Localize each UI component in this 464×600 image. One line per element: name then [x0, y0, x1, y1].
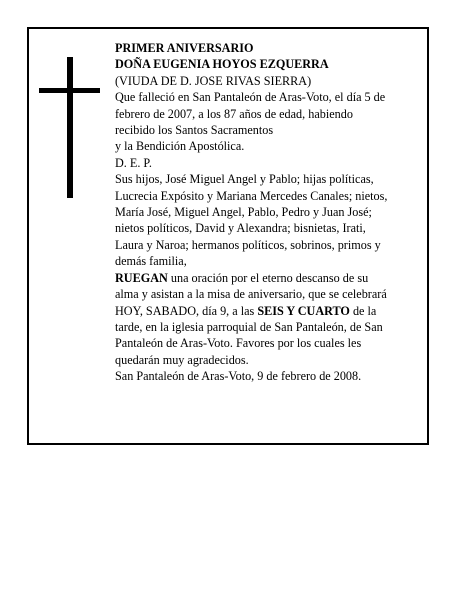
- family-line: nietos políticos, David y Alexandra; bisnietas, Irati,: [115, 221, 366, 236]
- request-text: una oración por el eterno descanso de su: [167, 270, 369, 285]
- request-line: Pantaleón de Aras-Voto. Favores por los cuales les: [115, 336, 362, 351]
- death-line: y la Bendición Apostólica.: [115, 139, 245, 154]
- notice-title: PRIMER ANIVERSARIO: [115, 41, 254, 55]
- family-line: Sus hijos, José Miguel Angel y Pablo; hijas políticas,: [115, 172, 374, 187]
- family-line: Laura y Naroa; hermanos políticos, sobrinos, primos y: [115, 237, 381, 252]
- request-line: [115, 303, 425, 319]
- obituary-notice: [27, 27, 429, 445]
- request-time-bold: SEIS Y CUARTO: [257, 303, 350, 318]
- place-date-line: San Pantaleón de Aras-Voto, 9 de febrero de 2008.: [115, 369, 362, 384]
- family-line: demás familia,: [115, 254, 187, 269]
- widow-of-line: (VIUDA DE D. JOSE RIVAS SIERRA): [115, 73, 312, 88]
- request-line: tarde, en la iglesia parroquial de San Pantaleón, de San: [115, 319, 383, 334]
- request-line: [115, 270, 425, 286]
- rip-line: D. E. P.: [115, 155, 152, 170]
- request-line: alma y asistan a la misa de aniversario, que se celebrará: [115, 287, 387, 302]
- deceased-name: DOÑA EUGENIA HOYOS EZQUERRA: [115, 57, 329, 72]
- death-line: febrero de 2007, a los 87 años de edad, habiendo: [115, 106, 353, 121]
- family-line: María José, Miguel Angel, Pablo, Pedro y Juan José;: [115, 205, 372, 220]
- family-line: Lucrecia Expósito y Mariana Mercedes Canales; nietos,: [115, 188, 388, 203]
- request-bold: RUEGAN: [115, 270, 168, 285]
- request-line: quedarán muy agradecidos.: [115, 352, 249, 367]
- request-text: de la: [349, 303, 377, 318]
- notice-text: [115, 40, 425, 385]
- cross-horizontal-bar: [39, 88, 100, 93]
- cross-vertical-bar: [67, 57, 73, 198]
- death-line: Que falleció en San Pantaleón de Aras-Voto, el día 5 de: [115, 90, 386, 105]
- death-line: recibido los Santos Sacramentos: [115, 123, 274, 138]
- request-text: HOY, SABADO, día 9, a las: [115, 303, 258, 318]
